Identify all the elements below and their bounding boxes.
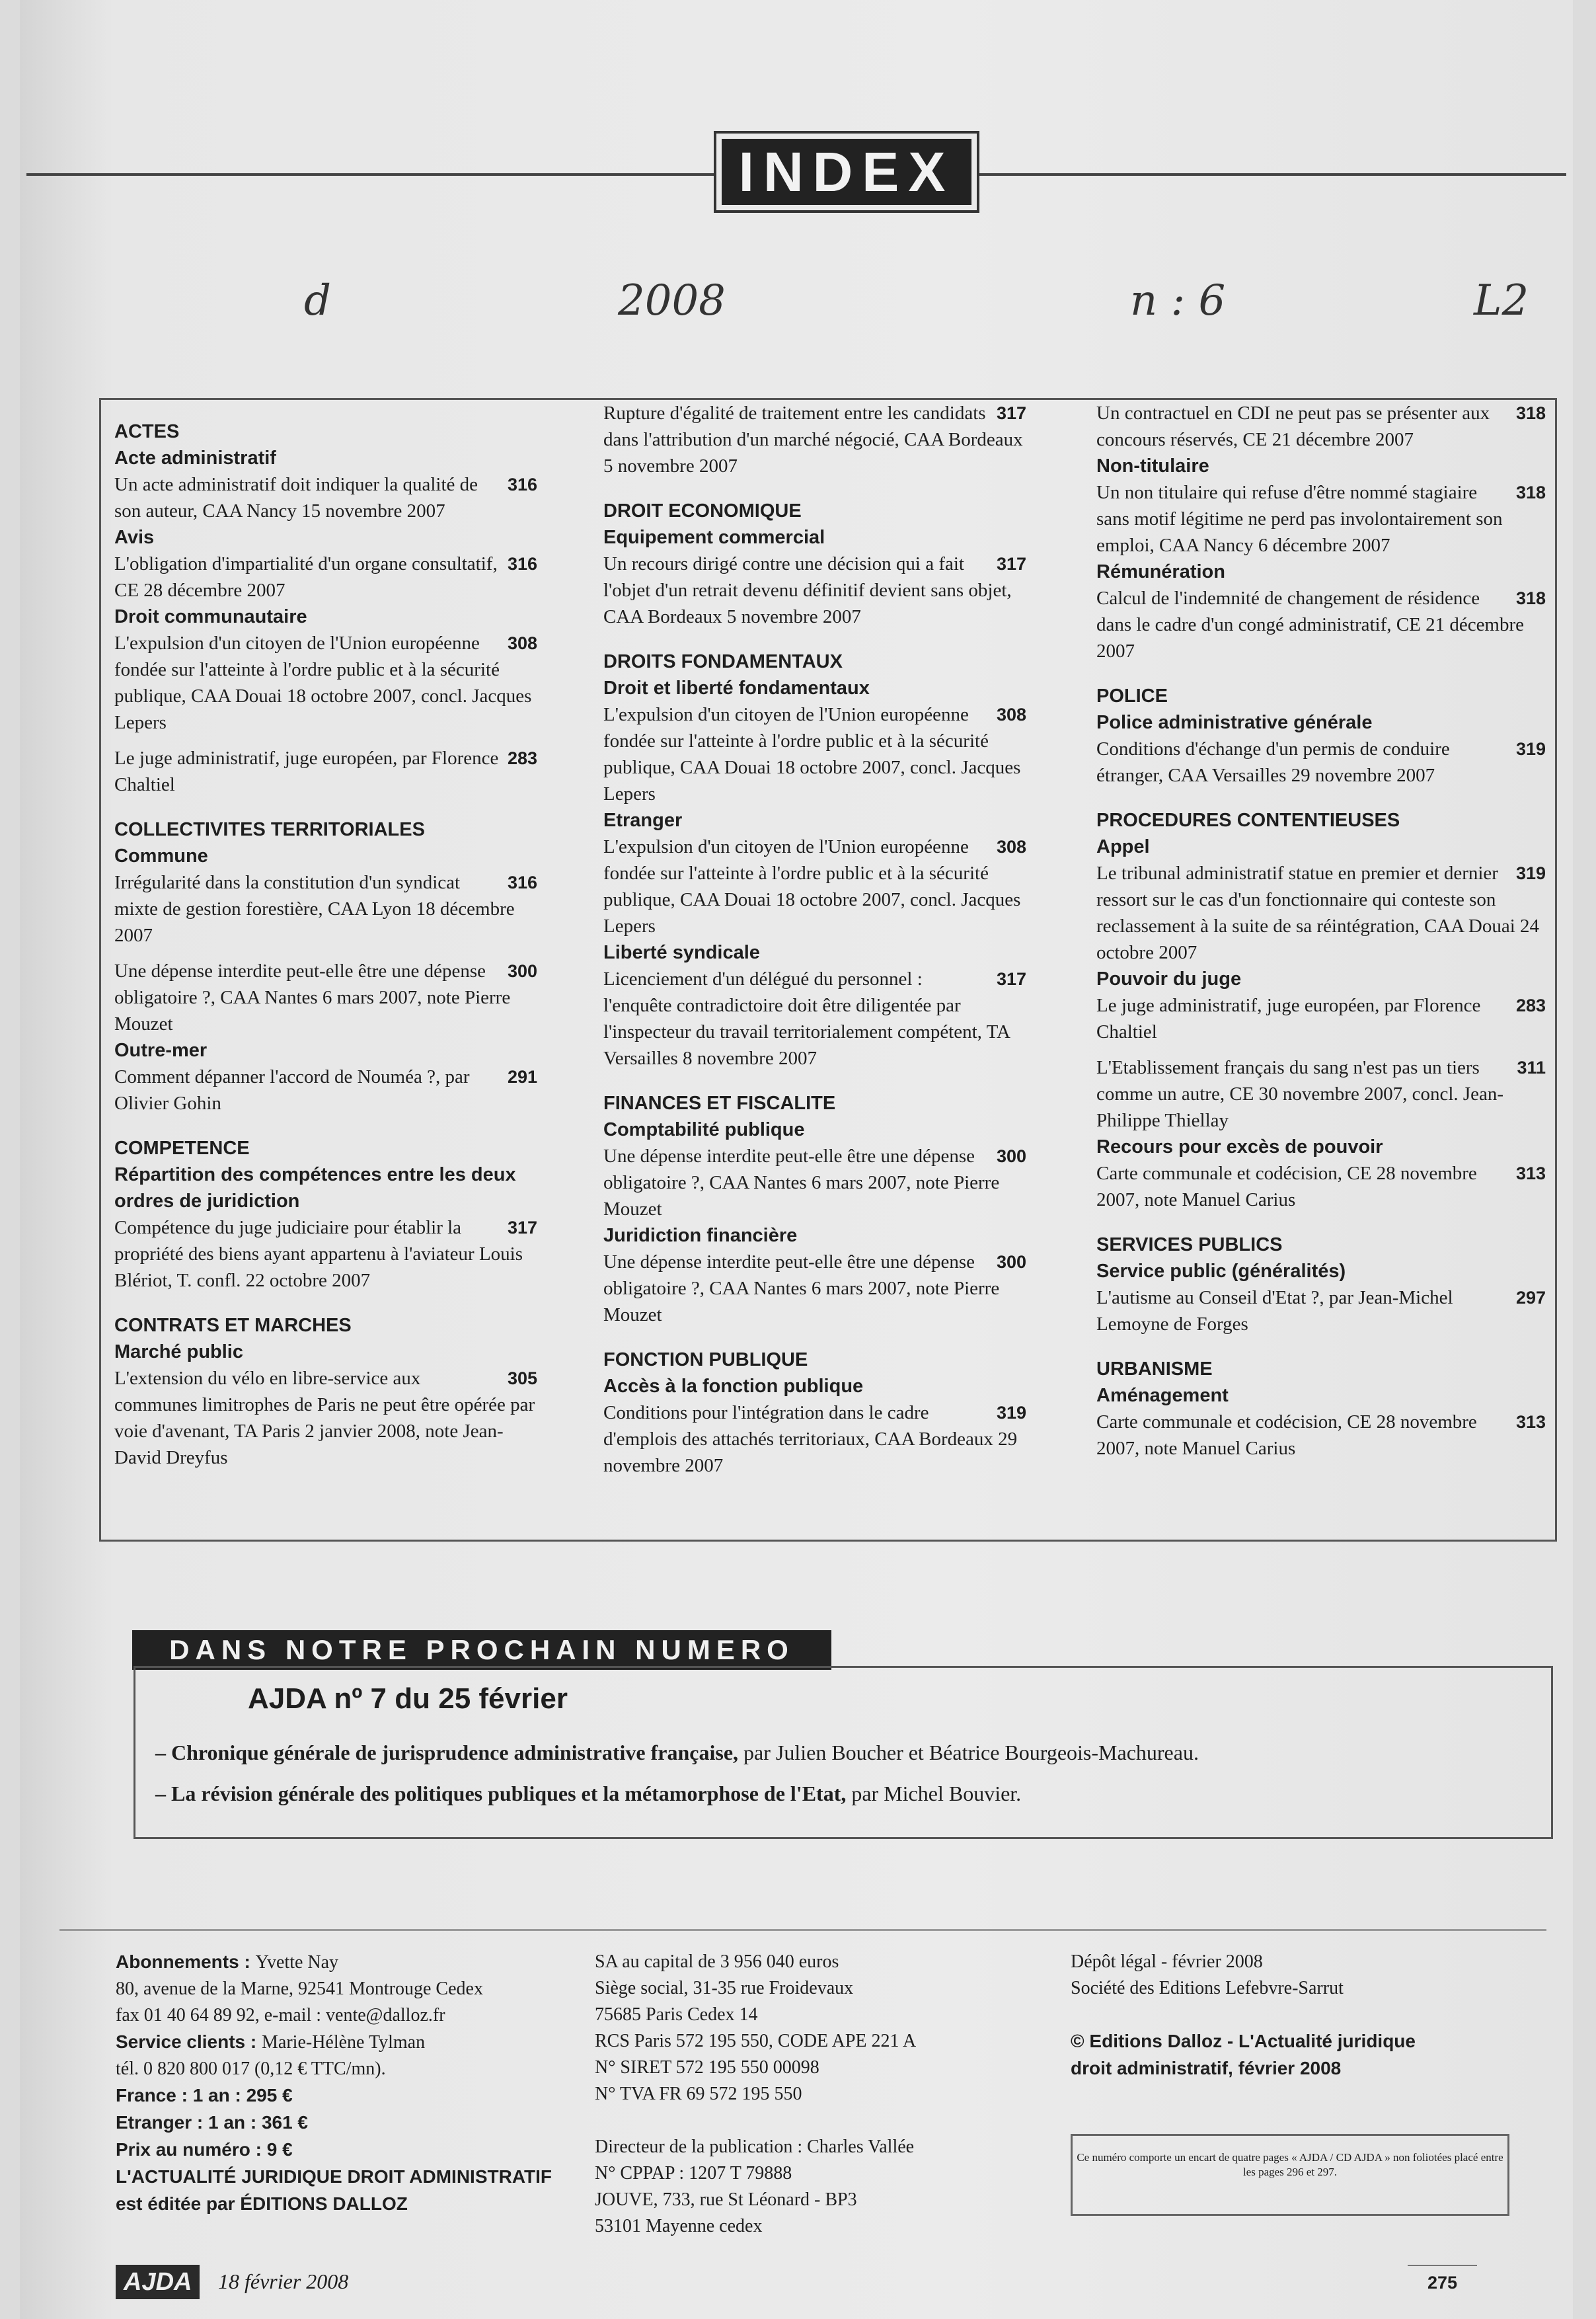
footer-line [595, 2055, 1057, 2081]
footer-text: N° TVA FR 69 572 195 550 [595, 2084, 802, 2104]
entry-text: L'Etablissement français du sang n'est pas un tiers comme un autre, CE 30 novembre 2007, concl. Jean-Philippe Thiellay [1096, 1057, 1504, 1131]
footer-line [116, 2191, 618, 2218]
footer-line [595, 2160, 1057, 2187]
next-issue-item: – La révision générale des politiques publiques et la métamorphose de l'Etat, par Michel Bouvier. [155, 1782, 1022, 1805]
subsection-heading: Juridiction financière [603, 1225, 798, 1246]
entry-text: Une dépense interdite peut-elle être une dépense obligatoire ?, CAA Nantes 6 mars 2007, note Pierre Mouzet [603, 1146, 1000, 1220]
footer-line [595, 2002, 1057, 2028]
footer-line [595, 2028, 1057, 2055]
subsection-heading: Recours pour excès de pouvoir [1096, 1136, 1383, 1158]
footer-text: SA au capital de 3 956 040 euros [595, 1951, 839, 1972]
index-entry [1096, 860, 1546, 966]
footer-line [1071, 1975, 1546, 2002]
subsection-heading: Police administrative générale [1096, 712, 1373, 733]
entry-text: Un acte administratif doit indiquer la qualité de son auteur, CAA Nancy 15 novembre 2007 [114, 474, 478, 522]
entry-text: Un recours dirigé contre une décision qui a fait l'objet d'un retrait devenu définitif devient sans objet, CAA Bordeaux 5 novembre 2007 [603, 553, 1012, 627]
footer-line [116, 1949, 618, 1976]
footer-rule [59, 1929, 1546, 1931]
footer-line [1071, 2055, 1546, 2082]
index-title: INDEX [722, 139, 971, 205]
footer-label: Service clients : [116, 2031, 262, 2052]
subsection-heading: Avis [114, 527, 155, 548]
entry-text: Le juge administratif, juge européen, par Florence Chaltiel [1096, 995, 1481, 1042]
footer-line [1071, 1949, 1546, 1975]
footer-text: RCS Paris 572 195 550, CODE APE 221 A [595, 2031, 917, 2051]
index-entry [114, 869, 537, 949]
index-entry [114, 958, 537, 1037]
entry-text: Carte communale et codécision, CE 28 novembre 2007, note Manuel Carius [1096, 1411, 1477, 1459]
subsection-heading: Acte administratif [114, 448, 276, 469]
footer-line [1071, 2002, 1546, 2028]
index-entry [1096, 585, 1546, 664]
index-entry [114, 745, 537, 798]
page-ref: 319 [1515, 863, 1546, 883]
entry-text: Une dépense interdite peut-elle être une dépense obligatoire ?, CAA Nantes 6 mars 2007, note Pierre Mouzet [114, 961, 511, 1035]
index-entry [1096, 736, 1546, 789]
footer-line [1071, 2028, 1546, 2055]
section-heading: PROCEDURES CONTENTIEUSES [1096, 810, 1400, 831]
issue-date: 18 février 2008 [218, 2269, 349, 2293]
page-ref: 283 [507, 748, 537, 768]
footer-text: Dépôt légal - février 2008 [1071, 1951, 1263, 1972]
page-ref: 317 [996, 554, 1026, 574]
section-heading: COMPETENCE [114, 1138, 250, 1159]
page-ref: 313 [1515, 1412, 1546, 1432]
section-heading: ACTES [114, 421, 180, 442]
subsection-heading: Equipement commercial [603, 527, 825, 548]
handwritten-note: d [304, 276, 331, 325]
footer-publisher [595, 1949, 1057, 2240]
section-heading: FONCTION PUBLIQUE [603, 1349, 808, 1370]
subsection-heading: Etranger [603, 810, 683, 831]
entry-text: Une dépense interdite peut-elle être une dépense obligatoire ?, CAA Nantes 6 mars 2007, note Pierre Mouzet [603, 1251, 1000, 1325]
page-ref: 317 [996, 969, 1026, 989]
subsection-heading: Droit communautaire [114, 606, 307, 627]
page-ref: 319 [996, 1403, 1026, 1423]
footer-line [116, 2029, 618, 2056]
index-entry [603, 1249, 1026, 1328]
page-ref: 308 [507, 633, 537, 653]
footer-text: Marie-Hélène Tylman [262, 2032, 426, 2053]
index-entry [1096, 479, 1546, 559]
footer-subscriptions [116, 1949, 618, 2218]
subsection-heading: Marché public [114, 1341, 243, 1362]
footer-text: 75685 Paris Cedex 14 [595, 2004, 758, 2025]
handwritten-note: L2 [1474, 276, 1529, 325]
page-ref: 318 [1515, 588, 1546, 608]
page-ref: 317 [507, 1218, 537, 1238]
handwritten-note: 2008 [618, 276, 726, 325]
footer-line [116, 2137, 618, 2164]
entry-text: L'autisme au Conseil d'Etat ?, par Jean-Michel Lemoyne de Forges [1096, 1287, 1453, 1335]
footer-line [116, 2082, 618, 2109]
index-entry [114, 1064, 537, 1117]
footer-line [595, 2107, 1057, 2134]
footer-line [595, 2134, 1057, 2160]
index-entry [1096, 400, 1546, 453]
page-ref: 317 [996, 403, 1026, 423]
footer-text: N° CPPAP : 1207 T 79888 [595, 2163, 792, 2183]
footer-text: tél. 0 820 800 017 (0,12 € TTC/mn). [116, 2059, 386, 2079]
section-heading: DROITS FONDAMENTAUX [603, 651, 843, 672]
subsection-heading: Commune [114, 845, 208, 867]
subsection-heading: Appel [1096, 836, 1150, 857]
footer-line [595, 1949, 1057, 1975]
entry-text: Conditions d'échange d'un permis de conduire étranger, CAA Versailles 29 novembre 2007 [1096, 738, 1450, 786]
ajda-logo: AJDA [116, 2265, 200, 2299]
footer-line [116, 1976, 618, 2002]
footer-text: Société des Editions Lefebvre-Sarrut [1071, 1978, 1344, 1998]
footer-line [595, 2081, 1057, 2107]
index-entry [114, 551, 537, 604]
footer-label: est éditée par ÉDITIONS DALLOZ [116, 2193, 408, 2214]
section-heading: FINANCES ET FISCALITE [603, 1093, 836, 1114]
subsection-heading: Liberté syndicale [603, 942, 760, 963]
index-table [99, 398, 1557, 1542]
index-column-2 [603, 400, 1026, 1479]
page-ref: 319 [1515, 739, 1546, 759]
index-entry [603, 701, 1026, 807]
footer-label: France : 1 an : 295 € [116, 2085, 293, 2105]
section-heading: DROIT ECONOMIQUE [603, 500, 802, 522]
page-ref: 311 [1517, 1058, 1546, 1078]
footer-line [116, 2056, 618, 2082]
footer-line [116, 2109, 618, 2137]
footer-text: 80, avenue de la Marne, 92541 Montrouge Cedex [116, 1979, 483, 1999]
journal-page [20, 0, 1573, 2319]
entry-text: Conditions pour l'intégration dans le cadre d'emplois des attachés territoriaux, CAA Bordeaux 29 novembre 2007 [603, 1402, 1018, 1476]
insert-notice: Ce numéro comporte un encart de quatre pages « AJDA / CD AJDA » non foliotées placé entre les pages 296 et 297. [1071, 2134, 1509, 2216]
section-heading: CONTRATS ET MARCHES [114, 1315, 352, 1336]
footer-label: Prix au numéro : 9 € [116, 2139, 293, 2160]
footer-line [116, 2002, 618, 2029]
entry-text: L'expulsion d'un citoyen de l'Union européenne fondée sur l'atteinte à l'ordre public et à la sécurité publique, CAA Douai 18 octobre 2007, concl. Jacques Lepers [603, 704, 1021, 805]
subsection-heading: Droit et liberté fondamentaux [603, 678, 870, 699]
page-ref: 297 [1515, 1288, 1546, 1308]
subsection-heading: Non-titulaire [1096, 455, 1209, 477]
subsection-heading: Accès à la fonction publique [603, 1376, 864, 1397]
entry-text: Licenciement d'un délégué du personnel : l'enquête contradictoire doit être diligentée par l'inspecteur du travail territorialement compétent, TA Versailles 8 novembre 2007 [603, 968, 1010, 1069]
index-entry [603, 1399, 1026, 1479]
page-ref: 313 [1515, 1163, 1546, 1183]
entry-text: Irrégularité dans la constitution d'un syndicat mixte de gestion forestière, CAA Lyon 18 décembre 2007 [114, 872, 515, 946]
subsection-heading: Outre-mer [114, 1040, 208, 1061]
entry-text: Carte communale et codécision, CE 28 novembre 2007, note Manuel Carius [1096, 1163, 1477, 1210]
entry-text: Le juge administratif, juge européen, par Florence Chaltiel [114, 748, 499, 795]
footer-label: Etranger : 1 an : 361 € [116, 2112, 309, 2133]
entry-text: Le tribunal administratif statue en premier et dernier ressort sur le cas d'un fonctionnaire qui conteste son reclassement à la suite de sa réintégration, CAA Douai 24 octobre 2007 [1096, 863, 1540, 963]
section-heading: URBANISME [1096, 1358, 1213, 1380]
index-entry [603, 966, 1026, 1072]
subsection-heading: Rémunération [1096, 561, 1225, 582]
footer-line [116, 2164, 618, 2191]
entry-text: Calcul de l'indemnité de changement de résidence dans le cadre d'un congé administratif, CE 21 décembre 2007 [1096, 588, 1525, 662]
section-heading: SERVICES PUBLICS [1096, 1234, 1283, 1255]
footer-text: Yvette Nay [255, 1952, 339, 1973]
next-issue-box [133, 1666, 1553, 1839]
index-entry [603, 551, 1026, 630]
footer-text: Siège social, 31-35 rue Froidevaux [595, 1978, 854, 1998]
subsection-heading: Aménagement [1096, 1385, 1229, 1406]
page-number: 275 [1408, 2265, 1477, 2299]
footer-label: droit administratif, février 2008 [1071, 2058, 1342, 2078]
page-ref: 316 [507, 554, 537, 574]
footer-label: Abonnements : [116, 1951, 256, 1972]
footer-text: N° SIRET 572 195 550 00098 [595, 2057, 819, 2078]
entry-text: Compétence du juge judiciaire pour établir la propriété des biens ayant appartenu à l'aviateur Louis Blériot, T. confl. 22 octobre 2007 [114, 1217, 523, 1291]
page-ref: 308 [996, 705, 1026, 725]
page-ref: 318 [1515, 483, 1546, 502]
index-entry [603, 1143, 1026, 1222]
footer-text: JOUVE, 733, rue St Léonard - BP3 [595, 2189, 857, 2210]
page-ref: 316 [507, 475, 537, 494]
footer-text: 53101 Mayenne cedex [595, 2216, 763, 2236]
index-entry [1096, 1284, 1546, 1337]
index-entry [1096, 992, 1546, 1045]
footer-label: © Editions Dalloz - L'Actualité juridique [1071, 2031, 1416, 2051]
section-heading: COLLECTIVITES TERRITORIALES [114, 819, 425, 840]
index-column-1 [114, 400, 537, 1471]
index-entry [1096, 1054, 1546, 1134]
index-entry [1096, 1160, 1546, 1213]
footer-text: fax 01 40 64 89 92, e-mail : vente@dalloz.fr [116, 2005, 445, 2025]
subsection-heading: Répartition des compétences entre les deux ordres de juridiction [114, 1164, 516, 1212]
subsection-heading: Pouvoir du juge [1096, 968, 1242, 990]
entry-text: Comment dépanner l'accord de Nouméa ?, par Olivier Gohin [114, 1066, 470, 1114]
next-issue-banner: DANS NOTRE PROCHAIN NUMERO [132, 1630, 831, 1670]
index-entry [114, 471, 537, 524]
page-ref: 305 [507, 1368, 537, 1388]
next-issue-title: AJDA nº 7 du 25 février [248, 1682, 568, 1715]
footer-label: L'ACTUALITÉ JURIDIQUE DROIT ADMINISTRATIF [116, 2166, 552, 2187]
footer-line [595, 2187, 1057, 2213]
section-heading: POLICE [1096, 686, 1168, 707]
entry-text: Un non titulaire qui refuse d'être nommé stagiaire sans motif légitime ne perd pas involontairement son emploi, CAA Nancy 6 décembre 2007 [1096, 482, 1503, 556]
footer-line [595, 2213, 1057, 2240]
page-ref: 291 [507, 1067, 537, 1087]
subsection-heading: Comptabilité publique [603, 1119, 805, 1140]
footer-text: Directeur de la publication : Charles Vallée [595, 2137, 915, 2157]
footer-legal [1071, 1949, 1546, 2082]
index-entry [1096, 1409, 1546, 1462]
footer-line [595, 1975, 1057, 2002]
page-ref: 308 [996, 837, 1026, 857]
page-ref: 316 [507, 873, 537, 892]
index-column-3 [1096, 400, 1546, 1462]
next-issue-item: – Chronique générale de jurisprudence administrative française, par Julien Boucher et Béatrice Bourgeois-Machureau. [155, 1741, 1199, 1764]
index-entry [603, 834, 1026, 939]
page-ref: 300 [507, 961, 537, 981]
entry-text: Rupture d'égalité de traitement entre les candidats dans l'attribution d'un marché négocié, CAA Bordeaux 5 novembre 2007 [603, 403, 1023, 477]
index-entry [114, 1365, 537, 1471]
index-entry [603, 400, 1026, 479]
entry-text: L'expulsion d'un citoyen de l'Union européenne fondée sur l'atteinte à l'ordre public et à la sécurité publique, CAA Douai 18 octobre 2007, concl. Jacques Lepers [603, 836, 1021, 937]
subsection-heading: Service public (généralités) [1096, 1261, 1346, 1282]
entry-text: Un contractuel en CDI ne peut pas se présenter aux concours réservés, CE 21 décembre 2007 [1096, 403, 1490, 450]
page-ref: 300 [996, 1252, 1026, 1272]
index-entry [114, 630, 537, 736]
handwritten-note: n : 6 [1130, 276, 1226, 325]
page-ref: 300 [996, 1146, 1026, 1166]
entry-text: L'expulsion d'un citoyen de l'Union européenne fondée sur l'atteinte à l'ordre public et à la sécurité publique, CAA Douai 18 octobre 2007, concl. Jacques Lepers [114, 633, 532, 733]
entry-text: L'obligation d'impartialité d'un organe consultatif, CE 28 décembre 2007 [114, 553, 498, 601]
page-ref: 283 [1515, 996, 1546, 1015]
entry-text: L'extension du vélo en libre-service aux communes limitrophes de Paris ne peut être opérée par voie d'avenant, TA Paris 2 janvier 2008, note Jean-David Dreyfus [114, 1368, 535, 1468]
page-ref: 318 [1515, 403, 1546, 423]
index-entry [114, 1214, 537, 1294]
